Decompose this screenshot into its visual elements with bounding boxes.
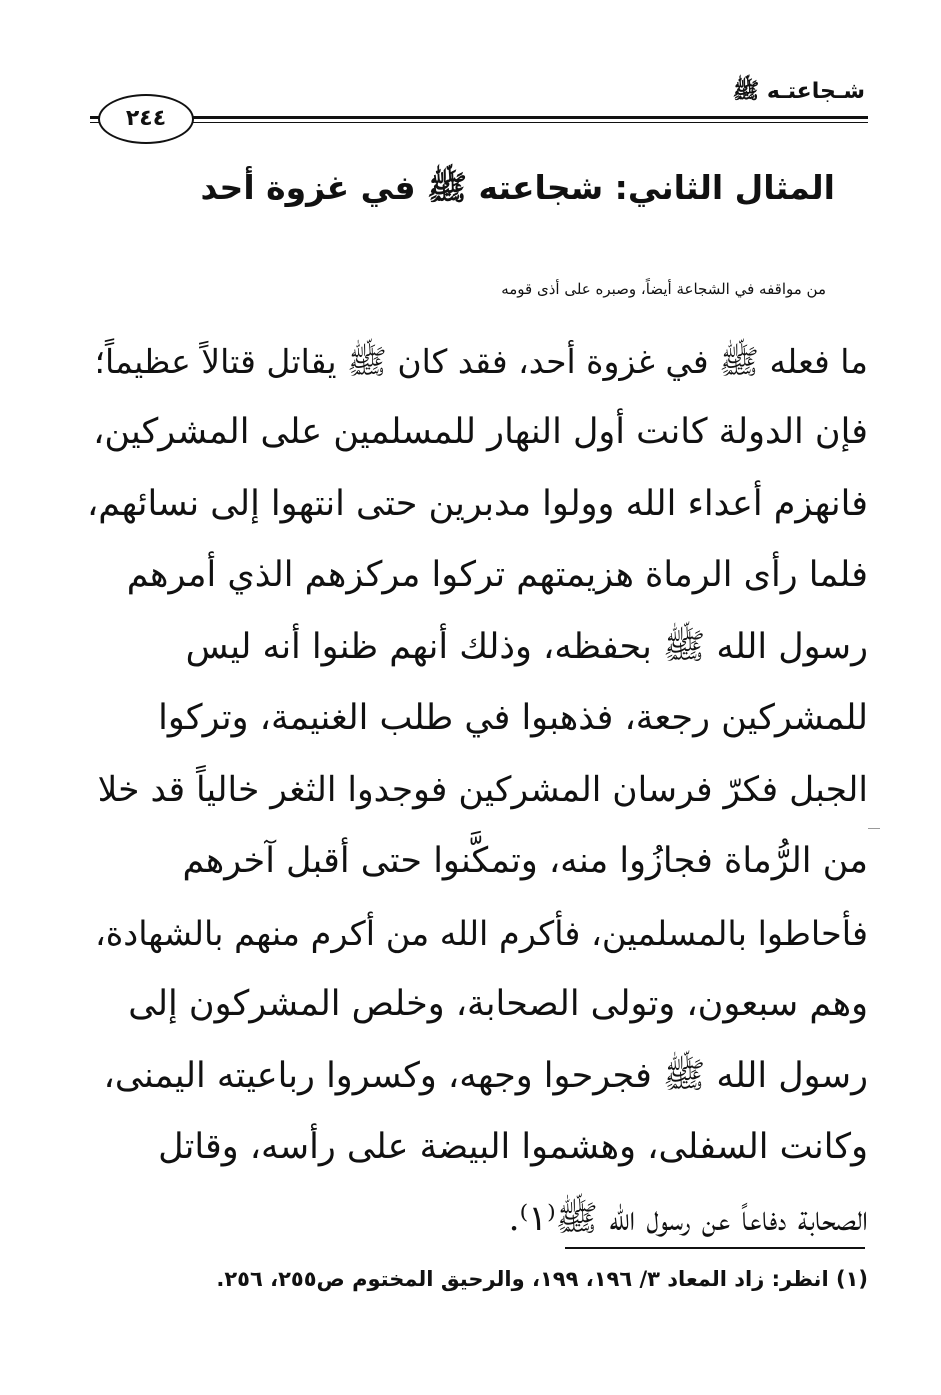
- body-line: رسول الله ﷺ فجرحوا وجهه، وكسروا رباعيته اليمنى،: [103, 1055, 868, 1096]
- body-line: الصحابة دفاعاً عن رسول الله ﷺ⁽١⁾.: [508, 1198, 868, 1239]
- section-heading: المثال الثاني: شجاعته ﷺ في غزوة أحد: [200, 168, 835, 207]
- body-line: الجبل فكرّ فرسان المشركين فوجدوا الثغر خالياً قد خلا: [97, 769, 868, 810]
- body-line: رسول الله ﷺ بحفظه، وذلك أنهم ظنوا أنه ليس: [185, 626, 868, 667]
- body-line: من الرُّماة فجازُوا منه، وتمكَّنوا حتى أقبل آخرهم: [182, 841, 868, 881]
- margin-mark: [868, 828, 880, 829]
- body-line: فانهزم أعداء الله وولوا مدبرين حتى انتهوا إلى نسائهم،: [87, 483, 868, 524]
- body-line: فأحاطوا بالمسلمين، فأكرم الله من أكرم منهم بالشهادة،: [94, 913, 868, 953]
- body-text: [88, 254, 868, 1255]
- header-rule: [90, 116, 868, 119]
- running-title: شـجاعتـه ﷺ: [732, 79, 865, 104]
- footnote-separator: [565, 1247, 865, 1249]
- body-line: من مواقفه في الشجاعة أيضاً، وصبره على أذى قومه: [501, 280, 826, 298]
- header-rule-thin: [90, 122, 868, 123]
- body-line: للمشركين رجعة، فذهبوا في طلب الغنيمة، وتركوا: [158, 698, 868, 738]
- body-line: فإن الدولة كانت أول النهار للمسلمين على المشركين،: [93, 412, 868, 452]
- page-number: ٢٤٤: [98, 94, 194, 144]
- body-line: ما فعله ﷺ في غزوة أحد، فقد كان ﷺ يقاتل قتالاً عظيماً؛: [94, 341, 868, 381]
- footnote: (١) انظر: زاد المعاد ٣/ ١٩٦، ١٩٩، والرحيق المختوم ص٢٥٥، ٢٥٦.: [216, 1267, 868, 1291]
- body-line: وهم سبعون، وتولى الصحابة، وخلص المشركون إلى: [128, 984, 868, 1024]
- body-line: فلما رأى الرماة هزيمتهم تركوا مركزهم الذي أمرهم: [126, 555, 868, 595]
- body-line: وكانت السفلى، وهشموا البيضة على رأسه، وقاتل: [158, 1127, 868, 1167]
